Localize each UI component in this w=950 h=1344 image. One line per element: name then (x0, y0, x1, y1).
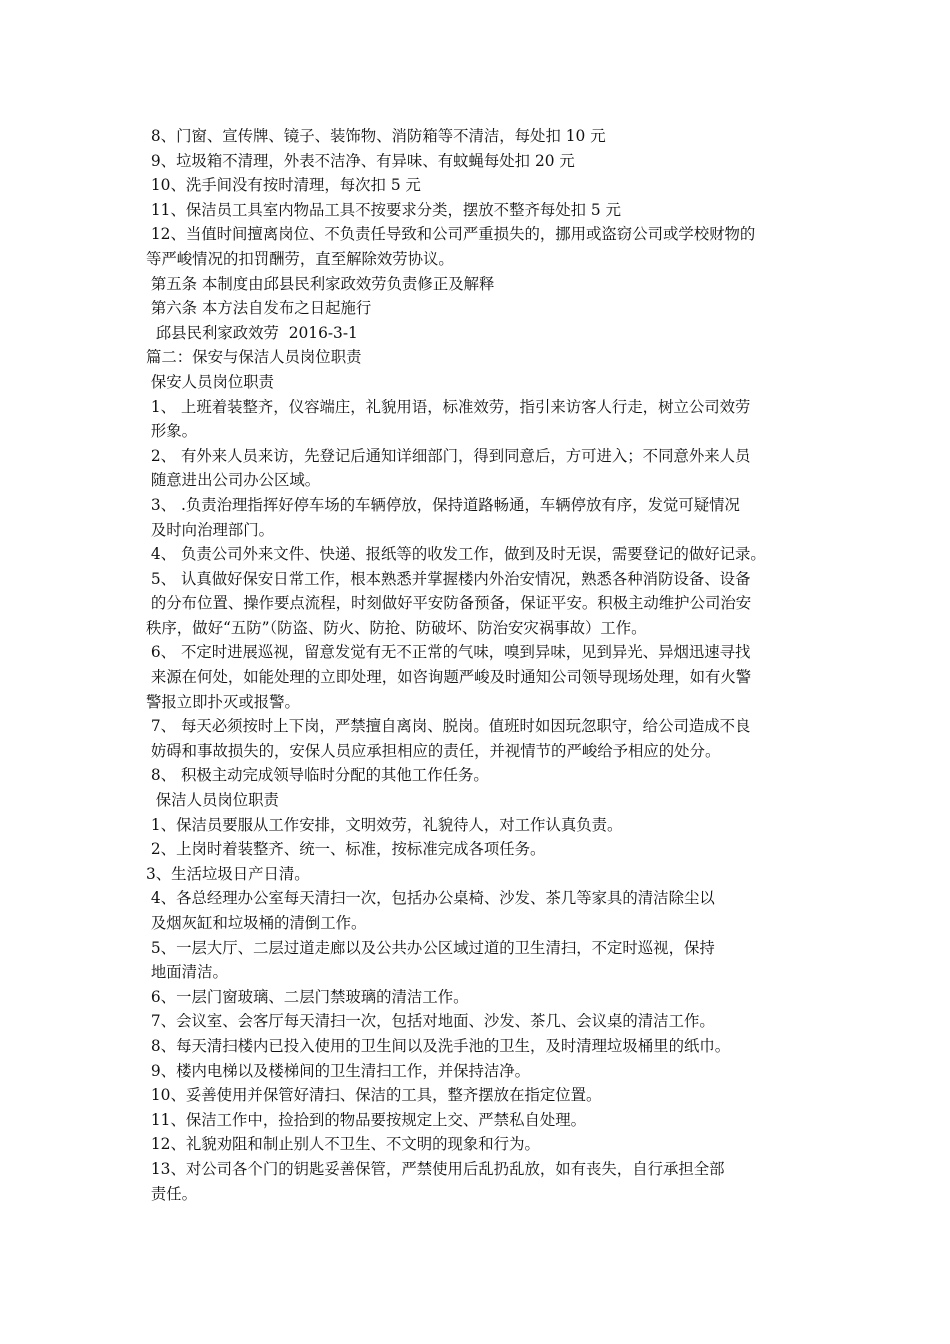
text-line: 13、对公司各个门的钥匙妥善保管，严禁使用后乱扔乱放，如有丧失，自行承担全部 (146, 1159, 725, 1178)
text-line: 形象。 (146, 422, 198, 441)
text-line: 2、 有外来人员来访，先登记后通知详细部门，得到同意后，方可进入；不同意外来人员 (146, 446, 751, 465)
text-line: 10、妥善使用并保管好清扫、保洁的工具，整齐摆放在指定位置。 (146, 1086, 602, 1105)
text-line: 5、一层大厅、二层过道走廊以及公共办公区域过道的卫生清扫，不定时巡视，保持 (146, 938, 715, 957)
text-line: 6、 不定时进展巡视，留意发觉有无不正常的气味，嗅到异味，见到异光、异烟迅速寻找 (146, 643, 751, 662)
text-line: 12、礼貌劝阻和制止别人不卫生、不文明的现象和行为。 (146, 1135, 540, 1154)
text-line: 3、生活垃圾日产日清。 (146, 864, 310, 883)
text-line: 来源在何处，如能处理的立即处理，如咨询题严峻及时通知公司领导现场处理，如有火警 (146, 668, 752, 687)
text-line: 10、洗手间没有按时清理，每次扣 5 元 (146, 176, 421, 195)
text-line: 11、保洁工作中，捡拾到的物品要按规定上交、严禁私自处理。 (146, 1110, 587, 1129)
text-line: 6、一层门窗玻璃、二层门禁玻璃的清洁工作。 (146, 987, 469, 1006)
text-line: 随意进出公司办公区域。 (146, 471, 321, 490)
text-line: 8、每天清扫楼内已投入使用的卫生间以及洗手池的卫生，及时清理垃圾桶里的纸巾。 (146, 1036, 731, 1055)
text-line: 保安人员岗位职责 (146, 372, 275, 391)
text-line: 7、 每天必须按时上下岗，严禁擅自离岗、脱岗。值班时如因玩忽职守，给公司造成不良 (146, 717, 751, 736)
text-line: 9、垃圾箱不清理，外表不洁净、有异味、有蚊蝇每处扣 20 元 (146, 151, 575, 170)
text-line: 12、当值时间擅离岗位、不负责任导致和公司严重损失的，挪用或盗窃公司或学校财物的 (146, 225, 756, 244)
text-line: 3、 .负责治理指挥好停车场的车辆停放，保持道路畅通，车辆停放有序，发觉可疑情况 (146, 495, 740, 514)
text-line: 及烟灰缸和垃圾桶的清倒工作。 (146, 914, 367, 932)
text-line: 7、会议室、会客厅每天清扫一次，包括对地面、沙发、茶几、会议桌的清洁工作。 (146, 1012, 715, 1031)
text-line: 责任。 (146, 1184, 198, 1203)
document-body (146, 124, 816, 1206)
text-line: 9、楼内电梯以及楼梯间的卫生清扫工作，并保持洁净。 (146, 1061, 531, 1080)
text-line: 及时向治理部门。 (146, 520, 275, 539)
text-line: 11、保洁员工具室内物品工具不按要求分类，摆放不整齐每处扣 5 元 (146, 200, 621, 219)
text-line: 4、各总经理办公室每天清扫一次，包括办公桌椅、沙发、茶几等家具的清洁除尘以 (146, 889, 715, 908)
text-line: 邱县民利家政效劳 2016-3-1 (146, 323, 358, 342)
text-line: 第六条 本方法自发布之日起施行 (146, 299, 372, 318)
text-line: 保洁人员岗位职责 (146, 791, 279, 810)
text-line: 篇二：保安与保洁人员岗位职责 (146, 348, 362, 367)
text-line: 秩序，做好“五防”（防盗、防火、防抢、防破坏、防治安灾祸事故）工作。 (146, 618, 647, 637)
text-line: 1、保洁员要服从工作安排，文明效劳，礼貌待人，对工作认真负责。 (146, 815, 623, 834)
text-line: 2、上岗时着装整齐、统一、标准，按标准完成各项任务。 (146, 840, 546, 859)
text-line: 4、 负责公司外来文件、快递、报纸等的收发工作，做到及时无误，需要登记的做好记录。 (146, 545, 766, 564)
text-line: 地面清洁。 (146, 963, 228, 982)
text-line: 妨碍和事故损失的，安保人员应承担相应的责任，并视情节的严峻给予相应的处分。 (146, 741, 721, 760)
text-line: 第五条 本制度由邱县民利家政效劳负责修正及解释 (146, 274, 495, 293)
text-line: 8、 积极主动完成领导临时分配的其他工作任务。 (146, 766, 489, 785)
text-line: 5、 认真做好保安日常工作，根本熟悉并掌握楼内外治安情况，熟悉各种消防设备、设备 (146, 569, 751, 588)
text-line: 等严峻情况的扣罚酬劳，直至解除效劳协议。 (146, 249, 454, 268)
text-line: 的分布位置、操作要点流程，时刻做好平安防备预备，保证平安。积极主动维护公司治安 (146, 594, 752, 613)
text-line: 8、门窗、宣传牌、镜子、装饰物、消防箱等不清洁，每处扣 10 元 (146, 127, 606, 145)
text-line: 警报立即扑灭或报警。 (146, 692, 300, 711)
text-line: 1、 上班着装整齐，仪容端庄，礼貌用语，标准效劳，指引来访客人行走，树立公司效劳 (146, 397, 751, 416)
